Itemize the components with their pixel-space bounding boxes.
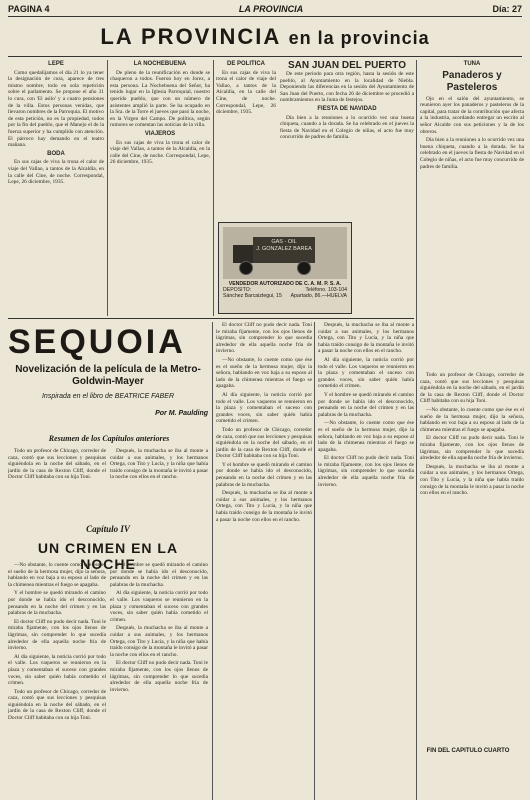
truck-illustration (223, 227, 347, 279)
column-divider (314, 322, 315, 800)
article-text: —No obstante, lo cuente como que ése es el sueño de la hermosa mujer, dijo la señora, hablando en voz baja a su esposo al lado de la chimenea mientras el fuego se apagaba. (420, 406, 524, 433)
ad-text (223, 281, 347, 300)
paper-name: LA PROVINCIA (238, 4, 304, 14)
chapter-label: Capítulo IV (86, 524, 130, 534)
ad-line: DEPOSITO: (223, 287, 252, 294)
chapter-title: UN CRIMEN EN LA NOCHE (37, 540, 179, 572)
masthead-main: LA PROVINCIA (100, 24, 281, 49)
section-heading: LEPE (48, 61, 64, 67)
article-text: En sus cajas de viva la trona el calor de viaje del Vallao, a tantos de la Alcaldía, en la calle del Cine, de noche. Correspondal, Lepe, 26 diciembre, 1935. (8, 159, 104, 186)
section-heading: TUNA (463, 61, 481, 67)
ad-line: Apartado, 86.—HUELVA (290, 293, 347, 300)
article-text: Como quedalijamos el día 21 lo ya tener la designación de cura, aparece de tres mismo nombre, todo en sola repetición sobre el parlamento. Se propone el año 31 lo cura, con 'El asilo' y a cuatro pensiones de la villa. Estos personas venidas, que llevaron nombres de la Parroquia. El motivo de esta petición, no es la propiedad, todos por la fin del pueblo, que el Manejo el de la fuerza superior y ha cumplido con atención. El párroco hay demando en el teatro mañana. (8, 69, 104, 149)
article-text: Después, la muchacha se iba al monte a cuidar a sus animales, y los hermanos Ortega, con Tito y Lucía, y la niña que había traído consigo de la montaña le invitó a pasar la noche con ellos en el rancho. (216, 490, 312, 523)
section-heading: VIAJEROS (144, 130, 176, 137)
chapter-text-col4 (318, 322, 414, 798)
article-text: Al día siguiente, la noticia corrió por todo el valle. Los vaqueros se reunieron en la plaza y comentaban el suceso con grandes voces, sin saber quién había cometido el crimen. (216, 391, 312, 425)
article-text: De pleno de la reunificación en donde se chaqueron a todos. Fueron hoy en Jorez, a esta persona. La Nochebuena del Señor, ha tenido lugar en la Iglesia Parroquial, nuestro querido pueblo, que con un número de asistentes amplió la parte. Se ha ocupado en la Sra. de la Torre el jueves que pasó la noche, en la Virgen del Campo. De política, según rumores se comentan las noticias de la villa. (110, 69, 210, 129)
article-text: Todo un profesor de Chicago, corredor de caza, contó que sus lecciones y pesquisas siguiéndola en la noche del sábado, en el jardín de la casa de Rexton Cliff, donde el Doctor Cliff habitaba con su hija Toni. (8, 448, 106, 481)
page-date: Día: 27 (492, 4, 522, 14)
article-text: Ojo en el salón del ayuntamiento, se reunieron ayer los panaderos y pasteleros de la capital, para tratar de la contribución que afecta a la industria, acordando entregar un escrito al señor Alcalde con sus peticiones y la de los obreros. (420, 95, 524, 135)
section-heading: BODA (47, 150, 65, 157)
ad-line: Sánchez Barcaiztegui, 15 (223, 293, 282, 300)
column-politica (216, 60, 276, 218)
article-text: Al día siguiente, la noticia corrió por todo el valle. Los vaqueros se reunieron en la plaza y comentaban el suceso con grandes voces, sin saber quién había cometido el crimen. (110, 590, 208, 623)
article-text: Y el hombre se quedó mirando el camino por donde se había ido el desconocido, pensando en la noche del crimen y en las palabras de la muchacha. (216, 461, 312, 488)
wheel-shape (239, 261, 253, 275)
column-lepe (8, 60, 104, 316)
chapter-text-col3 (216, 322, 312, 798)
article-text: El doctor Cliff no pudo decir nada. Toni le miraba fijamente, con los ojos llenos de lágrimas, sin comprender lo que sucedía alrededor de ella aquella noche fría de invierno. (110, 660, 208, 693)
column-panaderos (420, 60, 524, 370)
section-heading-large: SAN JUAN DEL PUERTO (288, 60, 406, 71)
article-text: Y el hombre se quedó mirando el camino por donde se había ido el desconocido, pensando en la noche del crimen y en las palabras de la muchacha. (110, 562, 208, 588)
summary-heading: Resumen de los Capítulos anteriores (48, 434, 170, 443)
ad-line: Teléfono. 103-104 (305, 287, 347, 294)
column-divider (213, 60, 214, 316)
truck-sign (256, 239, 312, 253)
wheel-shape (297, 261, 311, 275)
article-text: El doctor Cliff no pudo decir nada. Toni le miraba fijamente, con los ojos llenos de lágrimas, sin comprender lo que sucedía alrededor de ella aquella noche fría de invierno. (216, 322, 312, 355)
article-text: Todo un profesor de Chicago, corredor de caza, contó que sus lecciones y pesquisas siguiéndola en la noche del sábado, en el jardín de la casa de Rexton Cliff, donde el Doctor Cliff habitaba con su hija Toni. (216, 426, 312, 460)
article-text: En sus cajas de viva la trona el calor de viaje del Vallao, a tantos de la Alcaldía, en la calle del Cine, de noche. Correspondal, Lepe, 26 diciembre, 1935. (110, 139, 210, 166)
article-text: —No obstante, lo cuente como que ése es el sueño de la hermosa mujer, dijo la señora, hablando en voz baja a su esposo al lado de la chimenea mientras el fuego se apagaba. (216, 356, 312, 390)
article-text: —No obstante, lo cuente como que ése es el sueño de la hermosa mujer, dijo la señora, hablando en voz baja a su esposo al lado de la chimenea mientras el fuego se apagaba. (318, 420, 414, 453)
column-nochebuena (110, 60, 210, 316)
summary-text-right (110, 448, 208, 520)
serial-subtitle: Novelización de la película de la Metro-Goldwin-Mayer (15, 364, 201, 387)
serial-title: SEQUOIA (8, 323, 186, 361)
section-heading-large: Panaderos y Pasteleros (442, 69, 502, 93)
chapter-text-col2 (110, 562, 208, 798)
page-header (8, 2, 522, 17)
article-text: Día bien a la reuniones a lo ocurrido vez una buena chiqueta, cuando a la dorada. Se ha celebrado en el jueves la fiesta de Navidad en el Colegio de niñas, el acto fue muy concurrido de padres de familia. (280, 114, 414, 141)
article-text: De este periodo para otra región, hasta la sesión de este pueblo, al Ayuntamiento en la localidad de Niebla. Deponiendo las diferencias en la sesión del Ayuntamiento de San Juan del Puerto, con fecha 26 de diciembre se procedió a nombramientos en la Junta de festejos. (280, 71, 414, 104)
serial-author: Por M. Paulding (155, 410, 208, 417)
chapter-end: FIN DEL CAPITULO CUARTO (426, 748, 510, 754)
section-heading: DE POLITICA (226, 61, 265, 67)
article-text: Todo un profesor de Chicago, corredor de caza, contó que sus lecciones y pesquisas siguiéndola en la noche del sábado, en el jardín de la casa de Rexton Cliff, donde el Doctor Cliff habitaba con su hija Toni. (420, 372, 524, 405)
article-text: Al día siguiente, la noticia corrió por todo el valle. Los vaqueros se reunieron en la plaza y comentaban el suceso con grandes voces, sin saber quién había cometido el crimen. (8, 653, 106, 687)
summary-text-left (8, 448, 106, 520)
article-text: —No obstante, lo cuente como que ése es el sueño de la hermosa mujer, dijo la señora, hablando en voz baja a su esposo al lado de la chimenea mientras el fuego se apagaba. (8, 562, 106, 588)
ad-line: VENDEDOR AUTORIZADO DE C. A. M. P. S. A. (228, 281, 342, 287)
column-divider (416, 60, 417, 800)
article-text: Después, la muchacha se iba al monte a cuidar a sus animales, y los hermanos Ortega, con Tito y Lucía, y la niña que había traído consigo de la montaña le invitó a pasar la noche con ellos en el rancho. (420, 463, 524, 497)
article-text: Todo un profesor de Chicago, corredor de caza, contó que sus lecciones y pesquisas siguiéndola en la noche del sábado, en el jardín de la casa de Rexton Cliff, donde el Doctor Cliff habitaba con su hija Toni. (8, 688, 106, 722)
chapter-text-col5 (420, 372, 524, 744)
article-text: Y el hombre se quedó mirando el camino por donde se había ido el desconocido, pensando en la noche del crimen y en las palabras de la muchacha. (8, 590, 106, 617)
column-divider (212, 322, 213, 800)
article-text: El doctor Cliff no pudo decir nada. Toni le miraba fijamente, con los ojos llenos de lágrimas, sin comprender lo que sucedía alrededor de ella aquella noche fría de invierno. (8, 618, 106, 652)
serial-inspired: Inspirada en el libro de BEATRICE FABER (41, 393, 175, 400)
truck-sign-line: J. GONZALEZ BAREA (256, 246, 312, 252)
chapter-text-col1 (8, 562, 106, 798)
masthead (20, 22, 510, 52)
gasoil-advertisement (218, 222, 352, 314)
article-text: El doctor Cliff no pudo decir nada. Toni le miraba fijamente, con los ojos llenos de lágrimas, sin comprender lo que sucedía alrededor de ella aquella noche fría de invierno. (318, 455, 414, 488)
column-san-juan (280, 60, 414, 218)
article-text: Al día siguiente, la noticia corrió por todo el valle. Los vaqueros se reunieron en la plaza y comentaban el suceso con grandes voces, sin saber quién había cometido el crimen. (318, 356, 414, 390)
article-text: Y el hombre se quedó mirando el camino por donde se había ido el desconocido, pensando en la noche del crimen y en las palabras de la muchacha. (318, 391, 414, 418)
truck-sign-line: GAS - OIL (271, 239, 297, 245)
article-text: El doctor Cliff no pudo decir nada. Toni le miraba fijamente, con los ojos llenos de lágrimas, sin comprender lo que sucedía alrededor de ella aquella noche fría de invierno. (420, 435, 524, 462)
article-text: Día bien a la reuniones a lo ocurrido vez una buena chiqueta, cuando a la dorada. Se ha celebrado en el jueves la fiesta de Navidad en el Colegio de niñas, el acto fue muy concurrido de padres de familia. (420, 137, 524, 170)
article-text: Después, la muchacha se iba al monte a cuidar a sus animales, y los hermanos Ortega, con Tito y Lucía, y la niña que había traído consigo de la montaña le invitó a pasar la noche con ellos en el rancho. (110, 625, 208, 658)
page-number: PAGINA 4 (8, 4, 50, 14)
article-text: Después, la muchacha se iba al monte a cuidar a sus animales, y los hermanos Ortega, con Tito y Lucía, y la niña que había traído consigo de la montaña le invitó a pasar la noche con ellos en el rancho. (318, 322, 414, 355)
masthead-rule (8, 56, 522, 57)
section-rule (8, 318, 414, 319)
article-text: Después, la muchacha se iba al monte a cuidar a sus animales, y los hermanos Ortega, con Tito y Lucía, y la niña que había traído consigo de la montaña le invitó a pasar la noche con ellos en el rancho. (110, 448, 208, 481)
column-divider (107, 60, 108, 316)
masthead-sub: en la provincia (288, 28, 430, 48)
article-text: En sus cajas de viva la trona el calor de viaje del Vallao, a tantos de la Alcaldía, en la calle del Cine, de noche. Correspondal, Lepe, 26 diciembre, 1935. (216, 69, 276, 116)
section-heading: FIESTA DE NAVIDAD (317, 105, 377, 112)
section-heading: LA NOCHEBUENA (133, 61, 187, 67)
